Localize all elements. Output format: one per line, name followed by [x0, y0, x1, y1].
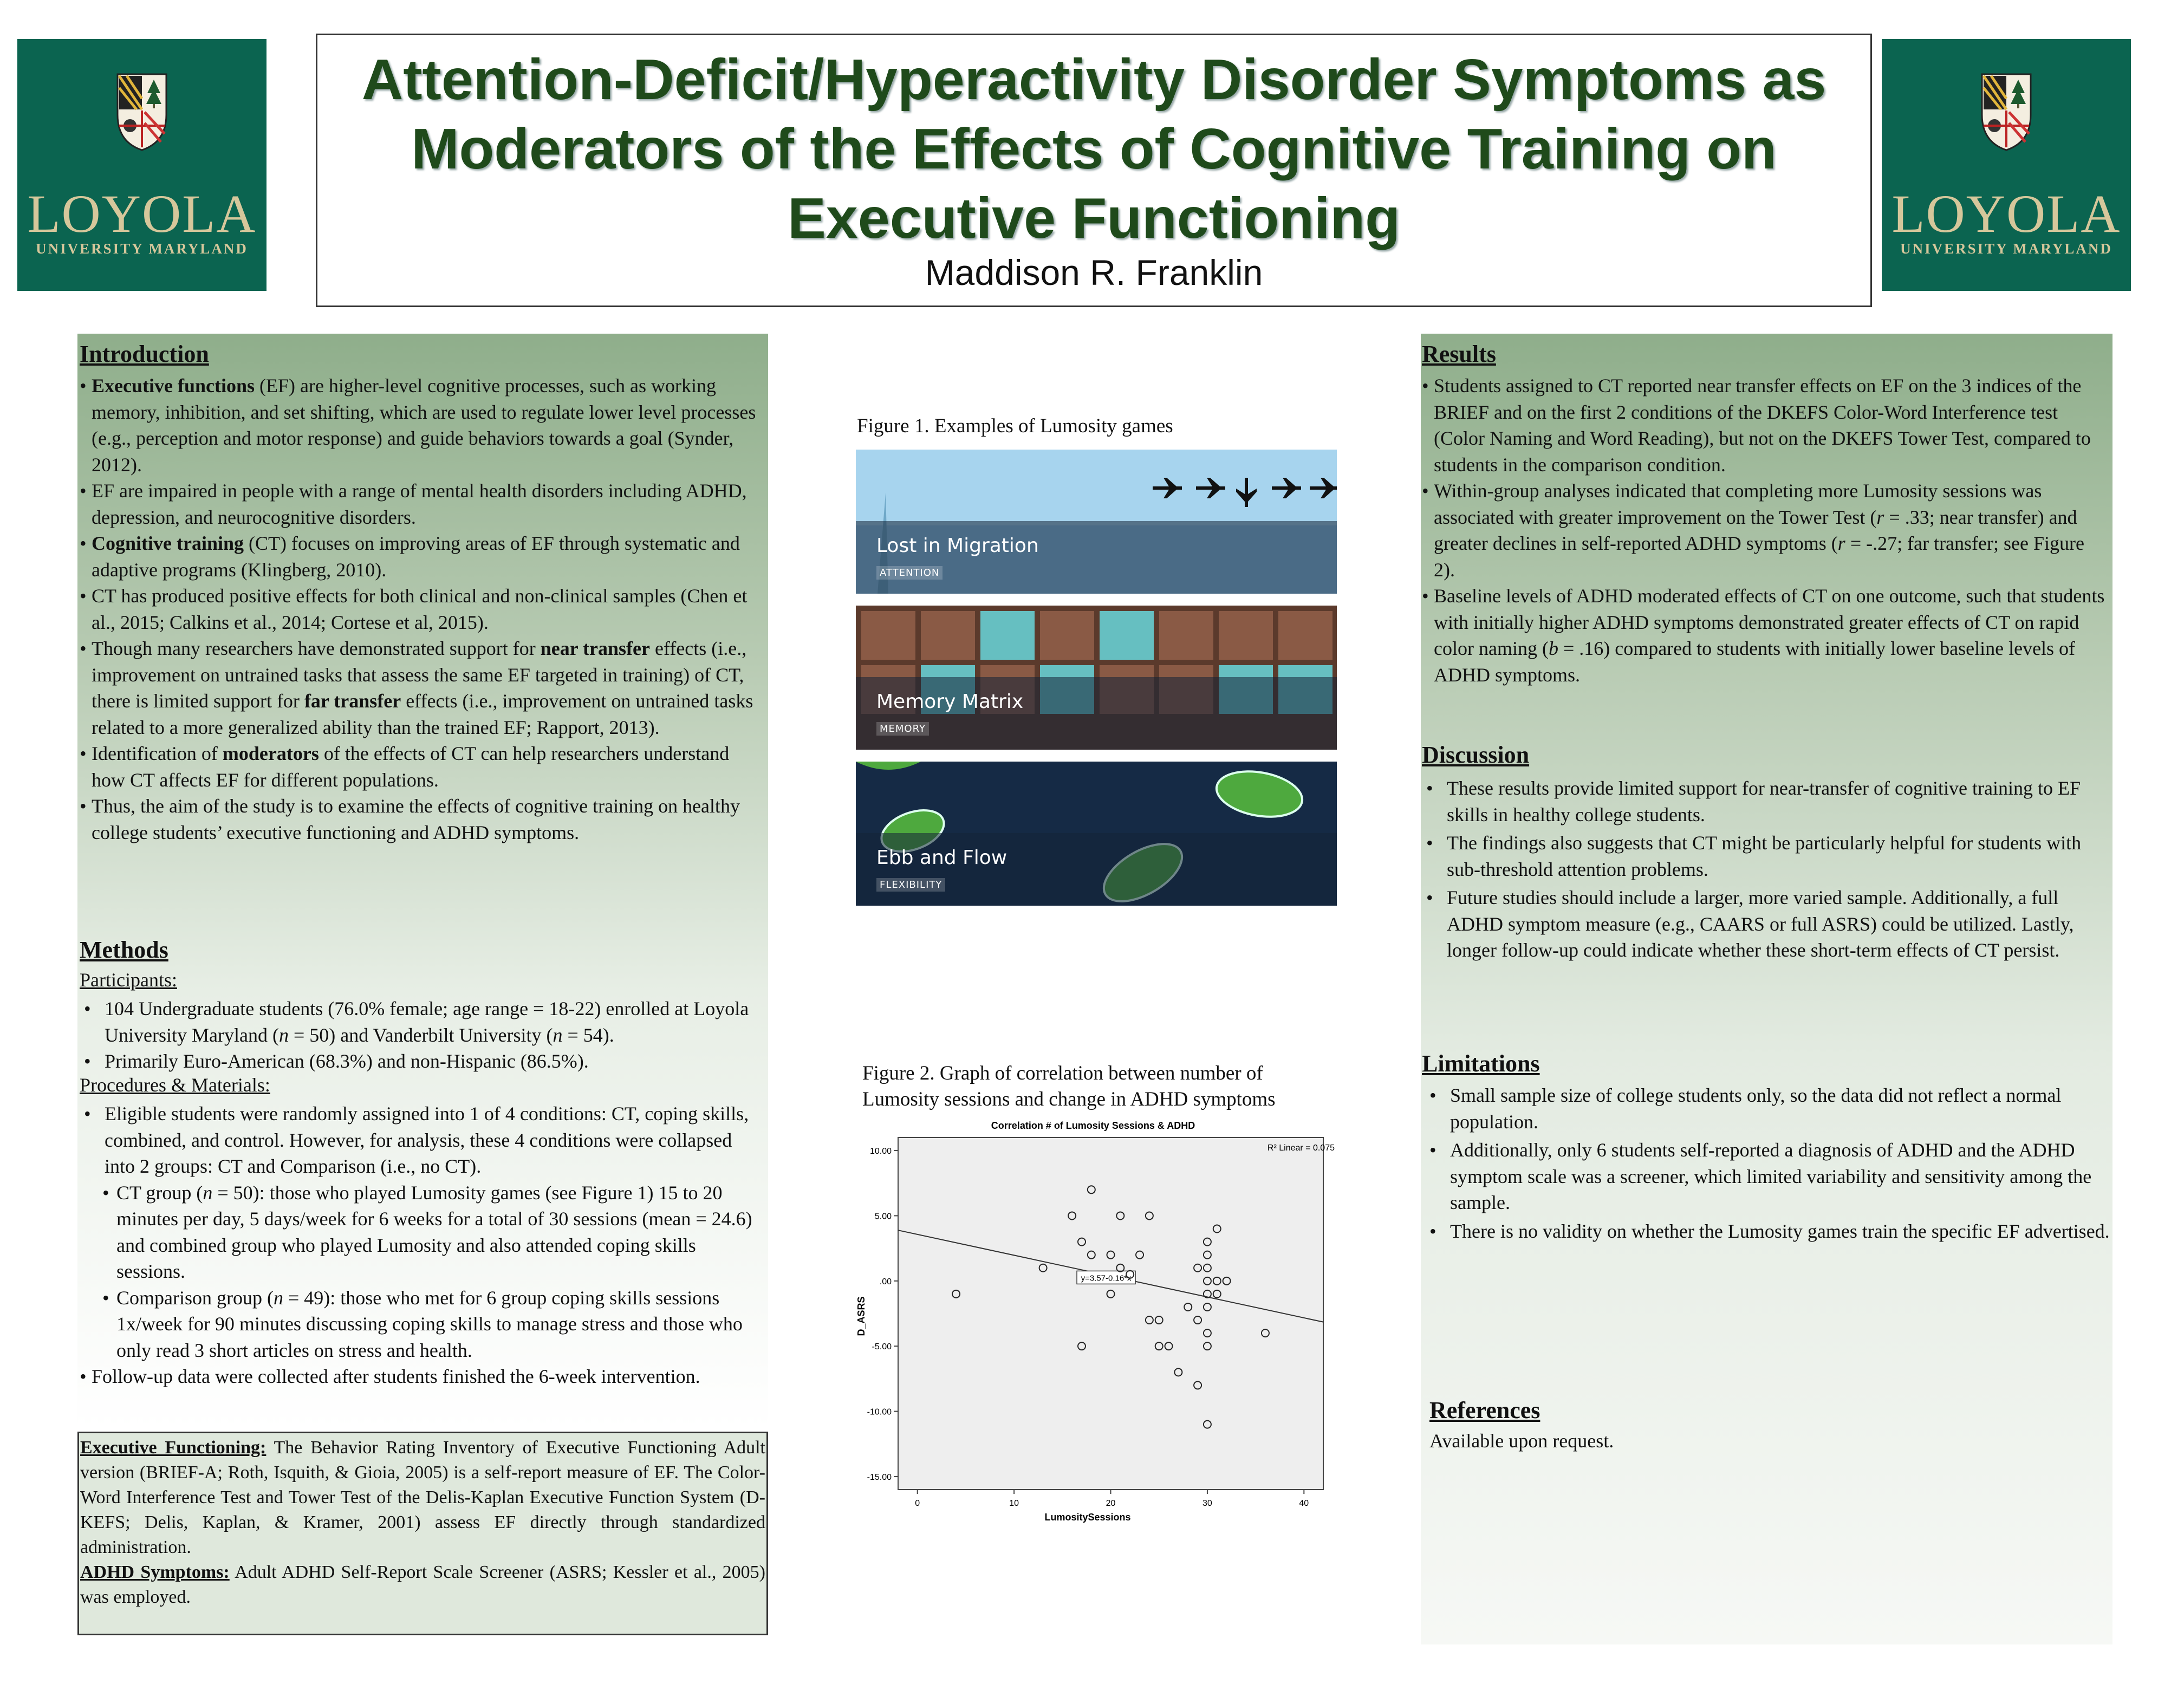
x-tick-label: 20: [1106, 1499, 1116, 1508]
limitations-list: [1422, 1082, 2110, 1246]
game-tag: MEMORY: [876, 722, 929, 736]
game-tag: ATTENTION: [876, 566, 942, 580]
title-box: [316, 34, 1872, 307]
y-tick-label: .00: [879, 1277, 892, 1286]
procedures-list: [80, 1101, 765, 1390]
game-title: Memory Matrix: [876, 691, 1024, 713]
logo-subtitle: UNIVERSITY MARYLAND: [1900, 240, 2112, 257]
list-item: • Baseline levels of ADHD moderated effects of CT on one outcome, such that students with initially higher ADHD symptoms demonstrated greater effects of CT on rapid color naming (b = .16) compared to students with initially lower baseline levels of ADHD symptoms.: [1422, 583, 2110, 688]
list-item: • Within-group analyses indicated that completing more Lumosity sessions was associated with greater improvement on the Tower Test (r = .33; near transfer) and greater declines in self-reported ADHD symptoms (r = -.27; far transfer; see Figure 2).: [1422, 478, 2110, 583]
chart-legend: R² Linear = 0.075: [1267, 1143, 1335, 1153]
x-tick-label: 30: [1202, 1499, 1212, 1508]
x-tick-label: 0: [915, 1499, 920, 1508]
list-item: • Students assigned to CT reported near transfer effects on EF on the 3 indices of the BRIEF and on the first 2 conditions of the DKEFS Color-Word Interference test (Color Naming and Word Reading), but not on the DKEFS Tower Test, compared to students in the comparison condition.: [1422, 373, 2110, 478]
list-item: • Cognitive training (CT) focuses on improving areas of EF through systematic and adaptive programs (Klingberg, 2010).: [80, 530, 765, 583]
scatter-chart: [849, 1116, 1348, 1530]
measures-text: Executive Functioning: The Behavior Rating Inventory of Executive Functioning Adult version (BRIEF-A; Roth, Isquith, & Gioia, 2005) is a self-report measure of EF. The Color-Word Interference Test and Tower Test of the Delis-Kaplan Executive Function System (D-KEFS; Delis, Kaplan, & Kramer, 2001) assess EF directly through standardized administration. ADHD Symptoms: Adult ADHD Self-Report Scale Screener (ASRS; Kessler et al., 2005) was employed.: [80, 1438, 765, 1607]
list-item: • Follow-up data were collected after students finished the 6-week intervention.: [80, 1363, 765, 1390]
right-panel: [1421, 334, 2112, 1644]
figure2-caption: Figure 2. Graph of correlation between number of Lumosity sessions and change in ADHD symptoms: [862, 1062, 1276, 1110]
procedures-label: Procedures & Materials:: [80, 1074, 270, 1096]
game-tag: FLEXIBILITY: [876, 878, 945, 892]
game-title: Ebb and Flow: [876, 847, 1007, 869]
methods-heading: Methods: [80, 937, 168, 963]
list-item: • Future studies should include a larger, more varied sample. Additionally, a full ADHD symptom measure (e.g., CAARS or full ASRS) could be utilized. Lastly, longer follow-up could indicate whether these short-term effects of CT persist.: [1422, 885, 2110, 964]
list-item: • Primarily Euro-American (68.3%) and non-Hispanic (86.5%).: [80, 1048, 765, 1075]
participants-list: [80, 996, 765, 1075]
list-item: • Small sample size of college students only, so the data did not reflect a normal population.: [1425, 1082, 2110, 1135]
list-item: • Though many researchers have demonstrated support for near transfer effects (i.e., improvement on untrained tasks that assess the same EF targeted in training) of CT, there is limited support for far transfer effects (i.e., improvement on untrained tasks related to a more generalized ability than the trained EF; Rapport, 2013).: [80, 635, 765, 740]
title-line: Moderators of the Effects of Cognitive Training on: [411, 117, 1777, 181]
list-item: • Eligible students were randomly assigned into 1 of 4 conditions: CT, coping skills, combined, and control. However, for analysis, these 4 conditions were collapsed into 2 groups: CT and Comparison (i.e., no CT).: [80, 1101, 765, 1180]
plot-area: [898, 1138, 1323, 1490]
ef-label: Executive Functioning:: [80, 1438, 266, 1458]
fit-label: y=3.57-0.16*x: [1081, 1273, 1132, 1283]
x-tick-label: 40: [1299, 1499, 1309, 1508]
references-text: Available upon request.: [1429, 1430, 1614, 1452]
loyola-logo-left: [17, 39, 266, 291]
y-tick-label: -15.00: [867, 1472, 892, 1482]
limitations-heading: Limitations: [1422, 1050, 1540, 1077]
loyola-logo-right: [1882, 39, 2131, 291]
game-title: Lost in Migration: [876, 535, 1039, 557]
title-line: Attention-Deficit/Hyperactivity Disorder Symptoms as: [361, 48, 1826, 112]
introduction-list: [80, 373, 765, 846]
list-item: • Comparison group (n = 49): those who met for 6 group coping skills sessions 1x/week for 90 minutes discussing coping skills to manage stress and those who only read 3 short articles on stress and health.: [80, 1285, 765, 1364]
y-axis-label: D_ASRS: [856, 1296, 867, 1336]
y-tick-label: 10.00: [869, 1147, 892, 1156]
list-item: • Thus, the aim of the study is to examine the effects of cognitive training on healthy college students’ executive functioning and ADHD symptoms.: [80, 793, 765, 846]
list-item: • EF are impaired in people with a range of mental health disorders including ADHD, depression, and neurocognitive disorders.: [80, 478, 765, 530]
list-item: • These results provide limited support for near-transfer of cognitive training to EF skills in healthy college students.: [1422, 775, 2110, 828]
list-item: • There is no validity on whether the Lumosity games train the specific EF advertised.: [1425, 1218, 2110, 1245]
crest-icon: [115, 72, 169, 153]
left-panel: [77, 334, 768, 1428]
discussion-heading: Discussion: [1422, 742, 1530, 768]
poster-title: [317, 45, 1870, 253]
figure1-caption: Figure 1. Examples of Lumosity games: [857, 415, 1173, 437]
list-item: • CT has produced positive effects for both clinical and non-clinical samples (Chen et al., 2015; Calkins et al., 2014; Cortese et al, 2015).: [80, 583, 765, 635]
list-item: • The findings also suggests that CT might be particularly helpful for students with sub-threshold attention problems.: [1422, 830, 2110, 882]
logo-name: LOYOLA: [27, 184, 257, 244]
list-item: • 104 Undergraduate students (76.0% female; age range = 18-22) enrolled at Loyola University Maryland (n = 50) and Vanderbilt University (n = 54).: [80, 996, 765, 1048]
logo-subtitle: UNIVERSITY MARYLAND: [36, 240, 248, 257]
results-list: [1422, 373, 2110, 688]
references-heading: References: [1429, 1397, 1540, 1424]
title-line: Executive Functioning: [788, 186, 1400, 250]
x-axis-label: LumositySessions: [1044, 1512, 1131, 1523]
chart-title: Correlation # of Lumosity Sessions & ADHD: [991, 1120, 1195, 1131]
participants-label: Participants:: [80, 969, 177, 991]
y-tick-label: 5.00: [874, 1212, 892, 1221]
measures-box: [77, 1432, 768, 1635]
game-memory-matrix: [856, 606, 1337, 750]
x-tick-label: 10: [1009, 1499, 1019, 1508]
y-tick-label: -10.00: [867, 1407, 892, 1417]
y-tick-label: -5.00: [872, 1342, 892, 1352]
introduction-heading: Introduction: [80, 341, 209, 367]
list-item: • Identification of moderators of the effects of CT can help researchers understand how CT affects EF for different populations.: [80, 740, 765, 793]
game-lost-in-migration: [856, 450, 1337, 594]
adhd-label: ADHD Symptoms:: [80, 1562, 230, 1582]
list-item: • Additionally, only 6 students self-reported a diagnosis of ADHD and the ADHD symptom scale was a screener, which limited variability and sensitivity among the sample.: [1425, 1137, 2110, 1216]
logo-name: LOYOLA: [1891, 184, 2121, 244]
crest-icon: [1979, 72, 2033, 153]
list-item: • CT group (n = 50): those who played Lumosity games (see Figure 1) 15 to 20 minutes per day, 5 days/week for 6 weeks for a total of 30 sessions (mean = 24.6) and combined group who played Lumosity and also attended coping skills sessions.: [80, 1180, 765, 1285]
list-item: • Executive functions (EF) are higher-level cognitive processes, such as working memory, inhibition, and set shifting, which are used to regulate lower level processes (e.g., perception and motor response) and guide behaviors towards a goal (Synder, 2012).: [80, 373, 765, 478]
results-heading: Results: [1422, 341, 1496, 367]
author: Maddison R. Franklin: [925, 252, 1263, 292]
discussion-list: [1422, 775, 2110, 966]
game-ebb-and-flow: [856, 762, 1337, 906]
